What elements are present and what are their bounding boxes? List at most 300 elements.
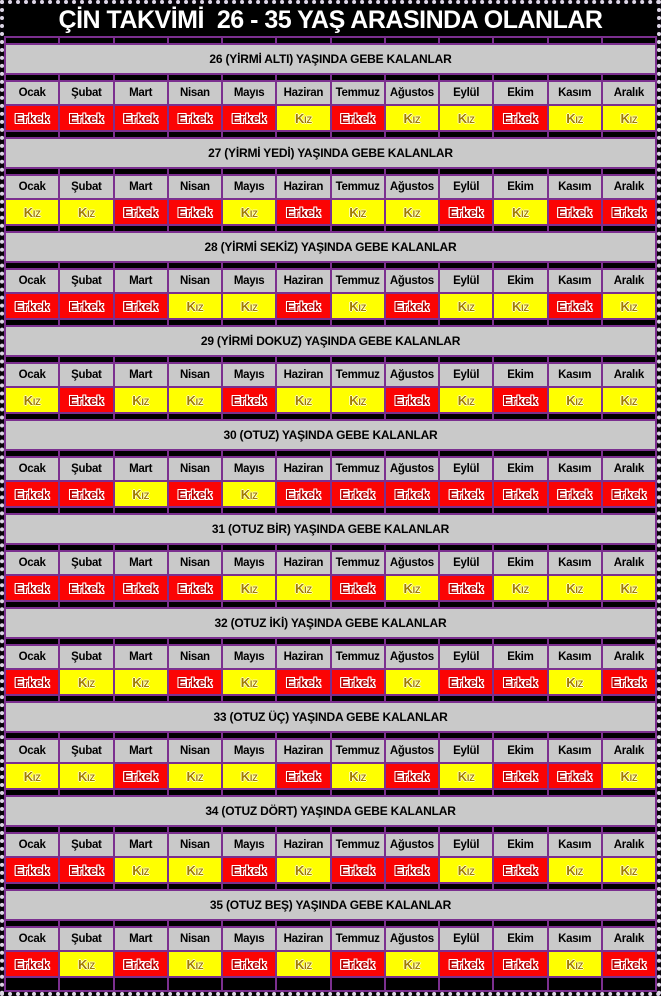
spacer-cell bbox=[440, 827, 492, 832]
month-cell: Ağustos bbox=[386, 646, 438, 668]
section-header-age-28: 28 (YİRMİ SEKİZ) YAŞINDA GEBE KALANLAR bbox=[6, 233, 655, 261]
month-cell: Eylül bbox=[440, 82, 492, 104]
result-cell-boy: Erkek bbox=[277, 670, 329, 694]
month-cell: Mayıs bbox=[223, 928, 275, 950]
spacer-cell bbox=[494, 263, 546, 268]
month-cell: Ağustos bbox=[386, 82, 438, 104]
result-cell-girl: Kız bbox=[603, 764, 655, 788]
spacer-cell bbox=[332, 451, 384, 456]
result-cell-girl: Kız bbox=[332, 764, 384, 788]
month-cell: Eylül bbox=[440, 364, 492, 386]
month-cell: Mayıs bbox=[223, 740, 275, 762]
spacer-cell bbox=[60, 696, 112, 701]
spacer-cell bbox=[115, 733, 167, 738]
month-cell: Mayıs bbox=[223, 82, 275, 104]
spacer-cell bbox=[223, 921, 275, 926]
result-cell-boy: Erkek bbox=[494, 106, 546, 130]
result-cell-boy: Erkek bbox=[6, 294, 58, 318]
result-cell-boy: Erkek bbox=[277, 294, 329, 318]
spacer-cell bbox=[549, 545, 601, 550]
month-cell: Mart bbox=[115, 928, 167, 950]
spacer-cell bbox=[169, 132, 221, 137]
spacer-cell bbox=[6, 357, 58, 362]
result-cell-girl: Kız bbox=[440, 294, 492, 318]
spacer-cell bbox=[115, 790, 167, 795]
month-cell: Ocak bbox=[6, 270, 58, 292]
month-cell: Aralık bbox=[603, 740, 655, 762]
month-cell: Mayıs bbox=[223, 834, 275, 856]
month-cell: Ağustos bbox=[386, 552, 438, 574]
result-cell-boy: Erkek bbox=[60, 576, 112, 600]
spacer-cell bbox=[169, 263, 221, 268]
spacer-cell bbox=[549, 733, 601, 738]
month-cell: Mayıs bbox=[223, 458, 275, 480]
result-cell-boy: Erkek bbox=[332, 952, 384, 976]
month-cell: Mayıs bbox=[223, 364, 275, 386]
spacer-cell bbox=[223, 978, 275, 990]
spacer-cell bbox=[277, 921, 329, 926]
spacer-cell bbox=[440, 169, 492, 174]
result-cell-boy: Erkek bbox=[115, 106, 167, 130]
result-cell-boy: Erkek bbox=[440, 576, 492, 600]
month-cell: Haziran bbox=[277, 270, 329, 292]
month-cell: Ekim bbox=[494, 458, 546, 480]
spacer-cell bbox=[115, 827, 167, 832]
section-header-age-33: 33 (OTUZ ÜÇ) YAŞINDA GEBE KALANLAR bbox=[6, 703, 655, 731]
result-cell-girl: Kız bbox=[223, 294, 275, 318]
result-cell-boy: Erkek bbox=[386, 858, 438, 882]
result-cell-boy: Erkek bbox=[440, 952, 492, 976]
month-cell: Kasım bbox=[549, 176, 601, 198]
section-header-age-32: 32 (OTUZ İKİ) YAŞINDA GEBE KALANLAR bbox=[6, 609, 655, 637]
result-cell-boy: Erkek bbox=[60, 482, 112, 506]
result-cell-girl: Kız bbox=[440, 106, 492, 130]
month-cell: Kasım bbox=[549, 928, 601, 950]
result-cell-boy: Erkek bbox=[115, 952, 167, 976]
result-cell-boy: Erkek bbox=[386, 482, 438, 506]
month-cell: Mart bbox=[115, 552, 167, 574]
spacer-cell bbox=[6, 75, 58, 80]
spacer-cell bbox=[332, 602, 384, 607]
spacer-cell bbox=[440, 38, 492, 43]
result-cell-girl: Kız bbox=[277, 576, 329, 600]
spacer-cell bbox=[549, 414, 601, 419]
result-cell-boy: Erkek bbox=[277, 482, 329, 506]
spacer-cell bbox=[440, 696, 492, 701]
result-cell-girl: Kız bbox=[549, 858, 601, 882]
spacer-cell bbox=[115, 451, 167, 456]
spacer-cell bbox=[386, 132, 438, 137]
month-cell: Aralık bbox=[603, 82, 655, 104]
spacer-cell bbox=[6, 508, 58, 513]
result-cell-boy: Erkek bbox=[277, 200, 329, 224]
spacer-cell bbox=[603, 790, 655, 795]
spacer-cell bbox=[440, 884, 492, 889]
month-cell: Eylül bbox=[440, 928, 492, 950]
spacer-cell bbox=[169, 884, 221, 889]
spacer-cell bbox=[169, 602, 221, 607]
month-cell: Mart bbox=[115, 740, 167, 762]
month-cell: Temmuz bbox=[332, 82, 384, 104]
spacer-cell bbox=[6, 132, 58, 137]
result-cell-boy: Erkek bbox=[549, 294, 601, 318]
month-cell: Eylül bbox=[440, 834, 492, 856]
month-cell: Haziran bbox=[277, 834, 329, 856]
result-cell-girl: Kız bbox=[603, 294, 655, 318]
month-cell: Temmuz bbox=[332, 270, 384, 292]
month-cell: Haziran bbox=[277, 646, 329, 668]
spacer-cell bbox=[603, 414, 655, 419]
result-cell-girl: Kız bbox=[386, 952, 438, 976]
spacer-cell bbox=[223, 75, 275, 80]
spacer-cell bbox=[549, 75, 601, 80]
section-header-age-26: 26 (YİRMİ ALTI) YAŞINDA GEBE KALANLAR bbox=[6, 45, 655, 73]
spacer-cell bbox=[115, 38, 167, 43]
spacer-cell bbox=[603, 884, 655, 889]
spacer-cell bbox=[60, 545, 112, 550]
spacer-cell bbox=[115, 639, 167, 644]
spacer-cell bbox=[494, 75, 546, 80]
spacer-cell bbox=[6, 827, 58, 832]
spacer-cell bbox=[223, 38, 275, 43]
spacer-cell bbox=[223, 884, 275, 889]
spacer-cell bbox=[494, 827, 546, 832]
month-cell: Mayıs bbox=[223, 646, 275, 668]
result-cell-boy: Erkek bbox=[169, 106, 221, 130]
spacer-cell bbox=[603, 169, 655, 174]
result-cell-girl: Kız bbox=[169, 294, 221, 318]
month-cell: Ağustos bbox=[386, 834, 438, 856]
result-cell-girl: Kız bbox=[386, 670, 438, 694]
spacer-cell bbox=[440, 978, 492, 990]
spacer-cell bbox=[603, 226, 655, 231]
spacer-cell bbox=[494, 696, 546, 701]
month-cell: Mart bbox=[115, 176, 167, 198]
spacer-cell bbox=[549, 921, 601, 926]
spacer-cell bbox=[386, 696, 438, 701]
result-cell-boy: Erkek bbox=[386, 388, 438, 412]
spacer-cell bbox=[386, 602, 438, 607]
spacer-cell bbox=[223, 545, 275, 550]
month-cell: Ocak bbox=[6, 552, 58, 574]
spacer-cell bbox=[332, 357, 384, 362]
month-cell: Ağustos bbox=[386, 458, 438, 480]
spacer-cell bbox=[60, 38, 112, 43]
spacer-cell bbox=[332, 827, 384, 832]
spacer-cell bbox=[6, 790, 58, 795]
spacer-cell bbox=[115, 602, 167, 607]
result-cell-girl: Kız bbox=[6, 764, 58, 788]
spacer-cell bbox=[115, 508, 167, 513]
month-cell: Eylül bbox=[440, 176, 492, 198]
spacer-cell bbox=[277, 75, 329, 80]
spacer-cell bbox=[332, 545, 384, 550]
spacer-cell bbox=[6, 451, 58, 456]
spacer-cell bbox=[440, 414, 492, 419]
month-cell: Ekim bbox=[494, 740, 546, 762]
spacer-cell bbox=[277, 357, 329, 362]
spacer-cell bbox=[6, 169, 58, 174]
spacer-cell bbox=[169, 357, 221, 362]
spacer-cell bbox=[277, 508, 329, 513]
result-cell-girl: Kız bbox=[277, 952, 329, 976]
spacer-cell bbox=[115, 357, 167, 362]
spacer-cell bbox=[223, 790, 275, 795]
result-cell-boy: Erkek bbox=[386, 764, 438, 788]
month-cell: Ocak bbox=[6, 176, 58, 198]
result-cell-girl: Kız bbox=[386, 106, 438, 130]
spacer-cell bbox=[332, 38, 384, 43]
spacer-cell bbox=[386, 451, 438, 456]
spacer-cell bbox=[386, 921, 438, 926]
spacer-cell bbox=[332, 790, 384, 795]
result-cell-girl: Kız bbox=[169, 764, 221, 788]
result-cell-boy: Erkek bbox=[603, 200, 655, 224]
spacer-cell bbox=[6, 320, 58, 325]
spacer-cell bbox=[603, 263, 655, 268]
spacer-cell bbox=[494, 884, 546, 889]
spacer-cell bbox=[549, 602, 601, 607]
result-cell-boy: Erkek bbox=[6, 952, 58, 976]
spacer-cell bbox=[603, 451, 655, 456]
spacer-cell bbox=[223, 827, 275, 832]
month-cell: Ocak bbox=[6, 834, 58, 856]
spacer-cell bbox=[277, 884, 329, 889]
result-cell-girl: Kız bbox=[277, 106, 329, 130]
spacer-cell bbox=[115, 320, 167, 325]
spacer-cell bbox=[277, 545, 329, 550]
result-cell-girl: Kız bbox=[223, 670, 275, 694]
spacer-cell bbox=[332, 320, 384, 325]
section-header-age-34: 34 (OTUZ DÖRT) YAŞINDA GEBE KALANLAR bbox=[6, 797, 655, 825]
result-cell-girl: Kız bbox=[386, 200, 438, 224]
spacer-cell bbox=[60, 357, 112, 362]
spacer-cell bbox=[332, 508, 384, 513]
spacer-cell bbox=[603, 75, 655, 80]
spacer-cell bbox=[440, 790, 492, 795]
month-cell: Aralık bbox=[603, 646, 655, 668]
result-cell-girl: Kız bbox=[60, 764, 112, 788]
result-cell-boy: Erkek bbox=[60, 858, 112, 882]
month-cell: Mayıs bbox=[223, 552, 275, 574]
month-cell: Haziran bbox=[277, 458, 329, 480]
spacer-cell bbox=[386, 790, 438, 795]
spacer-cell bbox=[169, 639, 221, 644]
month-cell: Kasım bbox=[549, 82, 601, 104]
month-cell: Ağustos bbox=[386, 928, 438, 950]
spacer-cell bbox=[603, 696, 655, 701]
spacer-cell bbox=[549, 38, 601, 43]
result-cell-girl: Kız bbox=[494, 200, 546, 224]
month-cell: Şubat bbox=[60, 176, 112, 198]
spacer-cell bbox=[549, 508, 601, 513]
spacer-cell bbox=[169, 414, 221, 419]
spacer-cell bbox=[277, 602, 329, 607]
month-cell: Aralık bbox=[603, 834, 655, 856]
result-cell-girl: Kız bbox=[277, 858, 329, 882]
month-cell: Şubat bbox=[60, 552, 112, 574]
spacer-cell bbox=[223, 602, 275, 607]
spacer-cell bbox=[549, 696, 601, 701]
month-cell: Ağustos bbox=[386, 740, 438, 762]
result-cell-girl: Kız bbox=[169, 388, 221, 412]
spacer-cell bbox=[603, 921, 655, 926]
spacer-cell bbox=[60, 733, 112, 738]
month-cell: Şubat bbox=[60, 834, 112, 856]
spacer-cell bbox=[60, 75, 112, 80]
spacer-cell bbox=[332, 978, 384, 990]
result-cell-girl: Kız bbox=[277, 388, 329, 412]
spacer-cell bbox=[169, 921, 221, 926]
month-cell: Nisan bbox=[169, 270, 221, 292]
spacer-cell bbox=[60, 602, 112, 607]
spacer-cell bbox=[115, 414, 167, 419]
spacer-cell bbox=[6, 639, 58, 644]
spacer-cell bbox=[277, 451, 329, 456]
month-cell: Şubat bbox=[60, 458, 112, 480]
month-cell: Eylül bbox=[440, 646, 492, 668]
month-cell: Mart bbox=[115, 458, 167, 480]
result-cell-boy: Erkek bbox=[6, 858, 58, 882]
month-cell: Şubat bbox=[60, 364, 112, 386]
spacer-cell bbox=[386, 38, 438, 43]
month-cell: Nisan bbox=[169, 646, 221, 668]
result-cell-girl: Kız bbox=[115, 858, 167, 882]
spacer-cell bbox=[440, 263, 492, 268]
result-cell-boy: Erkek bbox=[332, 576, 384, 600]
spacer-cell bbox=[440, 132, 492, 137]
result-cell-boy: Erkek bbox=[115, 200, 167, 224]
month-cell: Nisan bbox=[169, 834, 221, 856]
result-cell-boy: Erkek bbox=[115, 294, 167, 318]
month-cell: Kasım bbox=[549, 740, 601, 762]
spacer-cell bbox=[603, 357, 655, 362]
spacer-cell bbox=[115, 226, 167, 231]
spacer-cell bbox=[494, 38, 546, 43]
spacer-cell bbox=[386, 508, 438, 513]
spacer-cell bbox=[277, 978, 329, 990]
result-cell-boy: Erkek bbox=[332, 858, 384, 882]
spacer-cell bbox=[440, 508, 492, 513]
month-cell: Aralık bbox=[603, 458, 655, 480]
spacer-cell bbox=[549, 320, 601, 325]
result-cell-girl: Kız bbox=[332, 388, 384, 412]
spacer-cell bbox=[332, 414, 384, 419]
spacer-cell bbox=[169, 320, 221, 325]
result-cell-boy: Erkek bbox=[60, 388, 112, 412]
month-cell: Nisan bbox=[169, 552, 221, 574]
month-cell: Ocak bbox=[6, 928, 58, 950]
section-header-age-35: 35 (OTUZ BEŞ) YAŞINDA GEBE KALANLAR bbox=[6, 891, 655, 919]
month-cell: Haziran bbox=[277, 740, 329, 762]
spacer-cell bbox=[549, 884, 601, 889]
month-cell: Ekim bbox=[494, 82, 546, 104]
spacer-cell bbox=[603, 978, 655, 990]
spacer-cell bbox=[440, 733, 492, 738]
result-cell-girl: Kız bbox=[440, 388, 492, 412]
spacer-cell bbox=[60, 263, 112, 268]
month-cell: Şubat bbox=[60, 270, 112, 292]
section-header-age-30: 30 (OTUZ) YAŞINDA GEBE KALANLAR bbox=[6, 421, 655, 449]
spacer-cell bbox=[6, 921, 58, 926]
spacer-cell bbox=[332, 169, 384, 174]
month-cell: Şubat bbox=[60, 740, 112, 762]
spacer-cell bbox=[6, 226, 58, 231]
result-cell-boy: Erkek bbox=[223, 388, 275, 412]
month-cell: Ekim bbox=[494, 270, 546, 292]
spacer-cell bbox=[440, 545, 492, 550]
spacer-cell bbox=[6, 884, 58, 889]
month-cell: Nisan bbox=[169, 176, 221, 198]
spacer-cell bbox=[332, 884, 384, 889]
result-cell-boy: Erkek bbox=[440, 670, 492, 694]
spacer-cell bbox=[277, 132, 329, 137]
month-cell: Temmuz bbox=[332, 176, 384, 198]
spacer-cell bbox=[440, 357, 492, 362]
result-cell-boy: Erkek bbox=[603, 482, 655, 506]
month-cell: Aralık bbox=[603, 176, 655, 198]
result-cell-girl: Kız bbox=[115, 670, 167, 694]
result-cell-girl: Kız bbox=[60, 200, 112, 224]
spacer-cell bbox=[494, 414, 546, 419]
month-cell: Mart bbox=[115, 834, 167, 856]
spacer-cell bbox=[332, 733, 384, 738]
spacer-cell bbox=[277, 733, 329, 738]
result-cell-girl: Kız bbox=[6, 388, 58, 412]
spacer-cell bbox=[223, 320, 275, 325]
spacer-cell bbox=[494, 132, 546, 137]
month-cell: Haziran bbox=[277, 928, 329, 950]
spacer-cell bbox=[169, 226, 221, 231]
spacer-cell bbox=[549, 827, 601, 832]
result-cell-boy: Erkek bbox=[277, 764, 329, 788]
spacer-cell bbox=[6, 696, 58, 701]
spacer-cell bbox=[277, 414, 329, 419]
spacer-cell bbox=[169, 827, 221, 832]
month-cell: Eylül bbox=[440, 270, 492, 292]
month-cell: Temmuz bbox=[332, 458, 384, 480]
spacer-cell bbox=[494, 226, 546, 231]
spacer-cell bbox=[223, 169, 275, 174]
month-cell: Ağustos bbox=[386, 364, 438, 386]
month-cell: Nisan bbox=[169, 928, 221, 950]
spacer-cell bbox=[494, 169, 546, 174]
month-cell: Temmuz bbox=[332, 928, 384, 950]
spacer-cell bbox=[386, 545, 438, 550]
month-cell: Kasım bbox=[549, 552, 601, 574]
spacer-cell bbox=[386, 639, 438, 644]
spacer-cell bbox=[169, 508, 221, 513]
month-cell: Ocak bbox=[6, 82, 58, 104]
spacer-cell bbox=[386, 263, 438, 268]
result-cell-boy: Erkek bbox=[169, 482, 221, 506]
spacer-cell bbox=[549, 226, 601, 231]
spacer-cell bbox=[60, 226, 112, 231]
spacer-cell bbox=[386, 226, 438, 231]
result-cell-girl: Kız bbox=[169, 952, 221, 976]
result-cell-girl: Kız bbox=[115, 388, 167, 412]
spacer-cell bbox=[332, 226, 384, 231]
spacer-cell bbox=[386, 320, 438, 325]
spacer-cell bbox=[603, 639, 655, 644]
result-cell-boy: Erkek bbox=[386, 294, 438, 318]
result-cell-girl: Kız bbox=[332, 294, 384, 318]
spacer-cell bbox=[6, 733, 58, 738]
spacer-cell bbox=[494, 357, 546, 362]
spacer-cell bbox=[549, 790, 601, 795]
month-cell: Eylül bbox=[440, 458, 492, 480]
spacer-cell bbox=[494, 508, 546, 513]
